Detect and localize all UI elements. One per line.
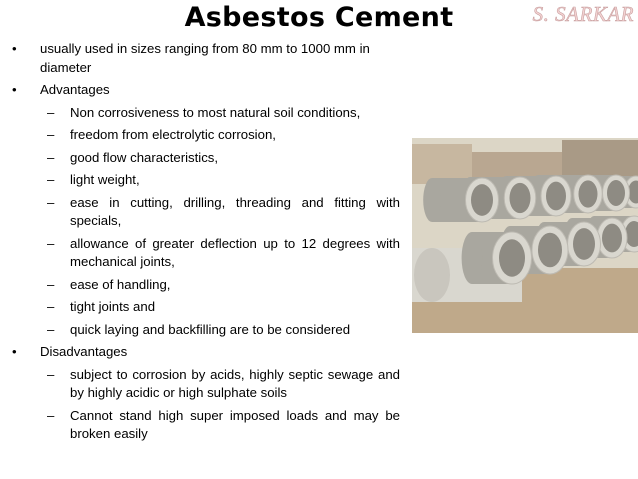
dash-marker: – <box>47 276 55 292</box>
dash-marker: – <box>47 104 55 120</box>
sub-bullet-item <box>0 407 400 444</box>
sub-bullet-text: freedom from electrolytic corrosion, <box>70 127 276 142</box>
bullet-item <box>0 81 400 100</box>
dash-marker: – <box>47 321 55 337</box>
bullet-item <box>0 40 400 77</box>
sub-bullet-item <box>0 298 400 317</box>
sub-bullet-text: tight joints and <box>70 299 156 314</box>
sub-bullet-text: good flow characteristics, <box>70 149 219 165</box>
bullet-marker: • <box>12 82 17 97</box>
sub-bullet-item <box>0 171 400 190</box>
dash-marker: – <box>47 235 55 251</box>
sub-bullet-text: subject to corrosion by acids, highly septic sewage and by highly acidic or high sulphate soils <box>70 366 400 400</box>
sub-bullet-item <box>0 149 400 168</box>
sub-bullet-item <box>0 126 400 145</box>
sub-bullet-text: ease in cutting, drilling, threading and fitting with specials, <box>70 194 400 228</box>
photo-tree <box>562 140 638 180</box>
pipe-opening <box>471 184 493 216</box>
pipe-opening <box>499 239 525 276</box>
pipe-opening <box>602 224 622 253</box>
pipe-opening <box>510 183 531 213</box>
bullet-text: usually used in sizes ranging from 80 mm to 1000 mm in diameter <box>40 41 370 75</box>
sub-bullet-text: quick laying and backfilling are to be considered <box>70 321 351 337</box>
sub-bullet-text: allowance of greater deflection up to 12 degrees with mechanical joints, <box>70 235 400 269</box>
sub-bullet-item <box>0 276 400 295</box>
dash-marker: – <box>47 149 55 165</box>
sub-bullet-item <box>0 321 400 340</box>
foreground-pipe-end <box>414 248 450 302</box>
sub-bullet-item <box>0 366 400 403</box>
pipes-photo <box>412 138 638 333</box>
dash-marker: – <box>47 194 55 210</box>
sub-bullet-item <box>0 235 400 272</box>
sub-bullet-text: Cannot stand high super imposed loads and may be broken easily <box>70 407 400 441</box>
author-watermark: S. SARKAR <box>532 2 634 26</box>
pipe-opening <box>573 228 595 260</box>
dash-marker: – <box>47 407 55 423</box>
pipe-opening <box>538 233 562 268</box>
bullet-text: Advantages <box>40 82 110 97</box>
bullet-item <box>0 343 400 362</box>
dash-marker: – <box>47 366 55 382</box>
bullet-marker: • <box>12 344 17 359</box>
sub-bullet-item <box>0 194 400 231</box>
sub-bullet-text: light weight, <box>70 172 140 187</box>
pipe-back-end <box>423 178 441 222</box>
bullet-marker: • <box>12 41 17 56</box>
sub-bullet-text: Non corrosiveness to most natural soil conditions, <box>70 104 361 120</box>
pipe-opening <box>607 180 625 206</box>
dash-marker: – <box>47 299 55 314</box>
dash-marker: – <box>47 127 55 142</box>
pipe-back-end <box>462 232 483 284</box>
pipe-opening <box>546 182 566 211</box>
pipes-photo-illustration <box>412 138 638 333</box>
slide-title: Asbestos Cement <box>184 2 454 33</box>
sub-bullet-text: ease of handling, <box>70 276 171 292</box>
pipe-opening <box>579 180 598 207</box>
bullet-text: Disadvantages <box>40 344 128 359</box>
bullet-list <box>0 40 400 448</box>
sub-bullet-item <box>0 104 400 123</box>
dash-marker: – <box>47 172 55 187</box>
